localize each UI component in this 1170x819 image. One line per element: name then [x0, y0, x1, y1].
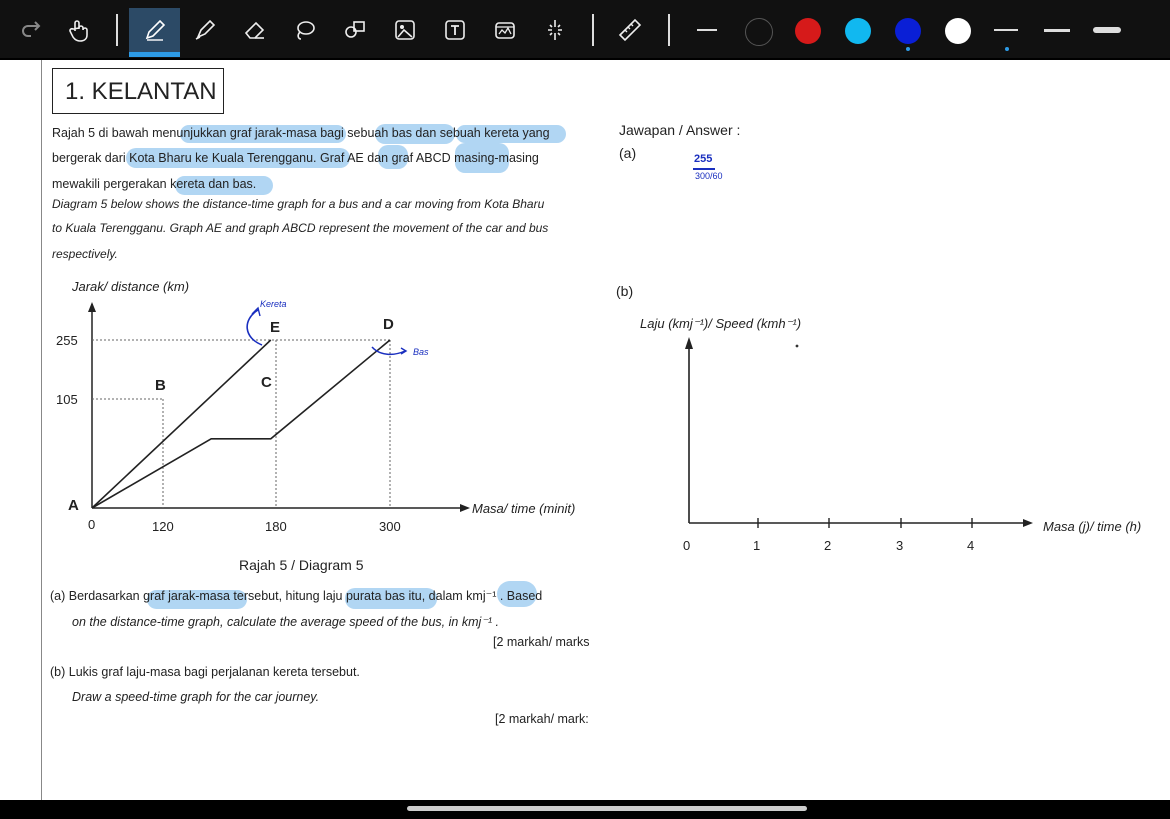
- toolbar: [0, 0, 1170, 58]
- answer-header: Jawapan / Answer :: [619, 122, 741, 138]
- question-a-marks: [2 markah/ marks: [493, 635, 590, 649]
- color-swatch-red[interactable]: [795, 18, 821, 44]
- x-tick-180: 180: [265, 519, 287, 534]
- point-label-d: D: [383, 316, 394, 333]
- hand-icon[interactable]: [60, 8, 100, 52]
- color-swatch-cyan[interactable]: [845, 18, 871, 44]
- series-line-kereta: [92, 340, 271, 508]
- question-a-my: (a) Berdasarkan graf jarak-masa tersebut, hitung laju purata bas itu, dalam kmj⁻¹ . Based: [50, 589, 543, 603]
- eraser-icon[interactable]: [235, 8, 275, 52]
- left-margin: [0, 60, 42, 800]
- handwritten-numerator: 255: [694, 153, 713, 165]
- series-line-bas: [92, 340, 390, 508]
- redo-icon[interactable]: [12, 8, 52, 52]
- annotation-kereta: Kereta: [260, 299, 287, 309]
- graph2-x-tick-0: 0: [683, 538, 691, 553]
- diagram-caption: Rajah 5 / Diagram 5: [239, 557, 364, 573]
- question-b-en: Draw a speed-time graph for the car journey.: [72, 690, 320, 704]
- color-swatch-blue[interactable]: [895, 18, 921, 44]
- point-label-e: E: [270, 319, 281, 336]
- page-title: 1. KELANTAN: [52, 68, 224, 114]
- question-b-my: (b) Lukis graf laju-masa bagi perjalanan kereta tersebut.: [50, 665, 360, 679]
- x-tick-300: 300: [379, 519, 401, 534]
- annotation-bas-arrow: [372, 347, 405, 354]
- graph1-x-arrow: [460, 504, 470, 512]
- annotation-bas: Bas: [413, 347, 429, 357]
- speed-time-answer-graph[interactable]: [630, 305, 1170, 565]
- handwritten-denominator: 300/60: [695, 171, 723, 181]
- graph2-ylabel: Laju (kmj⁻¹)/ Speed (kmh⁻¹): [640, 316, 802, 331]
- image-icon[interactable]: [385, 8, 425, 52]
- question-en-line-1: Diagram 5 below shows the distance-time graph for a bus and a car moving from Kota Bharu: [52, 197, 545, 211]
- graph2-x-tick-2: 2: [824, 538, 832, 553]
- text-tool-icon[interactable]: [435, 8, 475, 52]
- stroke-size-large[interactable]: [1093, 27, 1121, 33]
- stroke-thin[interactable]: [697, 29, 717, 31]
- highlighter-icon[interactable]: [185, 8, 225, 52]
- graph1-xlabel: Masa/ time (minit): [472, 501, 576, 516]
- y-tick-255: 255: [56, 333, 78, 348]
- graph2-xlabel: Masa (j)/ time (h): [1043, 519, 1142, 534]
- sticker-icon[interactable]: [485, 8, 525, 52]
- x-tick-120: 120: [152, 519, 174, 534]
- graph1-y-arrow: [88, 302, 96, 312]
- distance-time-graph: [42, 270, 612, 580]
- stroke-size-small[interactable]: [994, 29, 1018, 31]
- question-en-line-2: to Kuala Terengganu. Graph AE and graph ABCD represent the movement of the car and bus: [52, 221, 549, 235]
- color-swatch-white[interactable]: [945, 18, 971, 44]
- pen-icon[interactable]: [129, 8, 180, 52]
- question-a-en: on the distance-time graph, calculate the average speed of the bus, in kmj⁻¹ .: [72, 615, 499, 629]
- graph2-x-tick-3: 3: [896, 538, 904, 553]
- graph2-x-tick-1: 1: [753, 538, 761, 553]
- question-line-1: Rajah 5 di bawah menunjukkan graf jarak-masa bagi sebuah bas dan sebuah kereta yang: [52, 126, 550, 140]
- graph2-x-tick-4: 4: [967, 538, 975, 553]
- graph1-ylabel: Jarak/ distance (km): [72, 279, 190, 294]
- answer-b-label: (b): [616, 283, 634, 299]
- lasso-icon[interactable]: [285, 8, 325, 52]
- stroke-size-medium[interactable]: [1044, 29, 1070, 32]
- home-indicator[interactable]: [407, 806, 807, 811]
- y-tick-105: 105: [56, 392, 78, 407]
- point-label-a: A: [68, 497, 79, 514]
- point-label-c: C: [261, 374, 272, 391]
- question-line-2: bergerak dari Kota Bharu ke Kuala Terengganu. Graf AE dan graf ABCD masing-masing: [52, 151, 539, 165]
- x-tick-0: 0: [88, 517, 96, 532]
- color-swatch-black[interactable]: [745, 18, 773, 46]
- laser-pointer-icon[interactable]: [535, 8, 575, 52]
- question-b-marks: [2 markah/ mark:: [495, 712, 589, 726]
- question-line-3: mewakili pergerakan kereta dan bas.: [52, 177, 257, 191]
- ruler-icon[interactable]: [610, 8, 650, 52]
- question-en-line-3: respectively.: [52, 247, 118, 261]
- point-label-b: B: [155, 377, 166, 394]
- answer-a-label: (a): [619, 145, 637, 161]
- shapes-icon[interactable]: [335, 8, 375, 52]
